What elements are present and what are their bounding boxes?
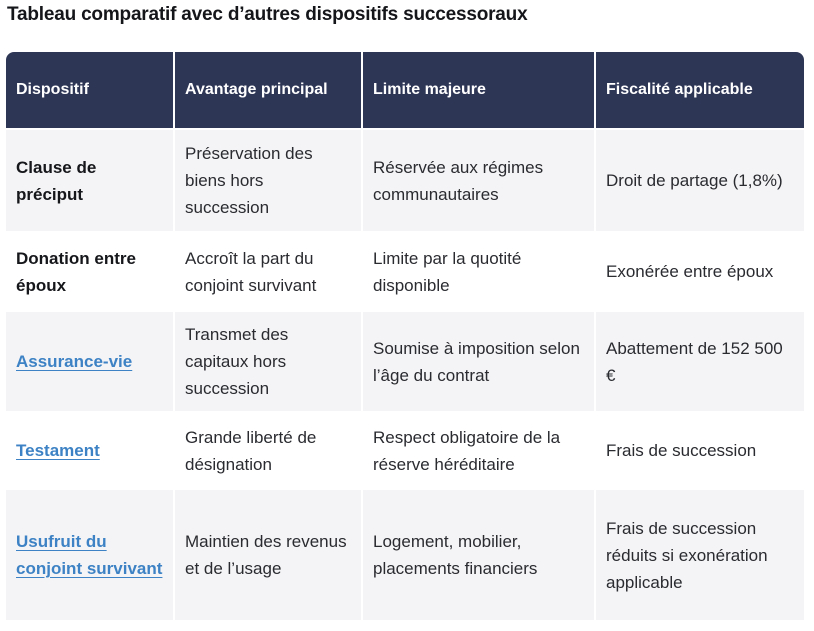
cell-fiscalite: Droit de partage (1,8%): [595, 129, 804, 232]
column-header-dispositif: Dispositif: [6, 52, 174, 129]
cell-limite: Logement, mobilier, placements financiers: [362, 489, 595, 620]
cell-limite: Réservée aux régimes communautaires: [362, 129, 595, 232]
table-header-row: [6, 52, 804, 129]
cell-limite: Soumise à imposition selon l’âge du contrat: [362, 311, 595, 412]
table-row: [6, 232, 804, 311]
table-row: [6, 412, 804, 489]
cell-avantage: Accroît la part du conjoint survivant: [174, 232, 362, 311]
cell-avantage: Grande liberté de désignation: [174, 412, 362, 489]
cell-fiscalite: Abattement de 152 500 €: [595, 311, 804, 412]
cell-limite: Limite par la quotité disponible: [362, 232, 595, 311]
table-row: [6, 489, 804, 620]
column-header-avantage: Avantage principal: [174, 52, 362, 129]
cell-avantage: Maintien des revenus et de l’usage: [174, 489, 362, 620]
cell-dispositif: [6, 311, 174, 412]
cell-dispositif: [6, 489, 174, 620]
cell-fiscalite: Frais de succession réduits si exonération applicable: [595, 489, 804, 620]
cell-fiscalite: Exonérée entre époux: [595, 232, 804, 311]
comparison-table-container: [6, 52, 804, 631]
cell-fiscalite: Frais de succession: [595, 412, 804, 489]
testament-link[interactable]: Testament: [16, 441, 100, 460]
comparison-table: [6, 52, 804, 620]
column-header-limite: Limite majeure: [362, 52, 595, 129]
table-row: [6, 311, 804, 412]
cell-avantage: Transmet des capitaux hors succession: [174, 311, 362, 412]
cell-dispositif: [6, 412, 174, 489]
cell-avantage: Préservation des biens hors succession: [174, 129, 362, 232]
column-header-fiscalite: Fiscalité applicable: [595, 52, 804, 129]
usufruit-link[interactable]: Usufruit du conjoint survivant: [16, 532, 163, 578]
cell-dispositif: Clause de préciput: [6, 129, 174, 232]
page-title: Tableau comparatif avec d’autres dispositifs successoraux: [7, 4, 528, 25]
cell-limite: Respect obligatoire de la réserve héréditaire: [362, 412, 595, 489]
table-row: [6, 129, 804, 232]
cell-dispositif: Donation entre époux: [6, 232, 174, 311]
assurance-vie-link[interactable]: Assurance-vie: [16, 352, 133, 371]
